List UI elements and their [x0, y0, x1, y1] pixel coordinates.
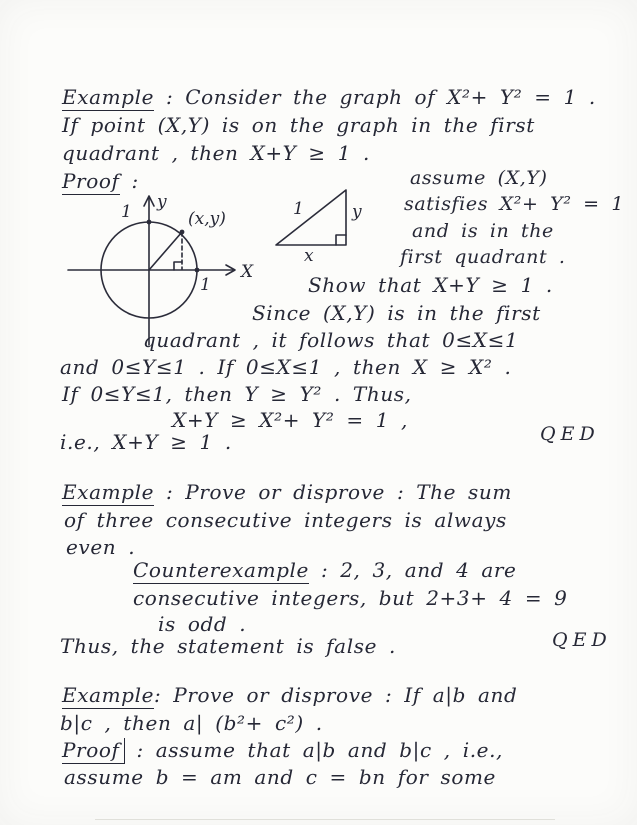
example1-title-rest: : Consider the graph of X²+ Y² = 1 .	[154, 85, 596, 109]
example1-proof-keyword: Proof	[62, 169, 120, 193]
example2-title-keyword: Example	[62, 480, 155, 504]
example3-title-keyword: Example	[62, 683, 155, 707]
example1-proof-colon: :	[119, 169, 139, 193]
example3-line2: b|c , then a| (b²+ c²) .	[60, 711, 323, 735]
radius-line	[149, 232, 182, 270]
example1-line3: quadrant , then X+Y ≥ 1 .	[62, 141, 370, 165]
example3-proof-line	[62, 739, 503, 761]
example1-qed: QED	[540, 423, 600, 445]
top-intercept-point	[147, 220, 152, 225]
example3-line4: assume b = am and c = bn for some	[64, 765, 496, 789]
y-axis-label: y	[157, 192, 167, 212]
example1-since-line2: quadrant , it follows that 0≤X≤1	[143, 328, 519, 352]
example2-counterexample-keyword: Counterexample	[133, 558, 309, 582]
example1-since-line4: If 0≤Y≤1, then Y ≥ Y² . Thus,	[62, 382, 412, 406]
example1-title-keyword: Example	[62, 85, 155, 109]
right-angle-marker	[174, 262, 182, 270]
example2-counterexample-rest: : 2, 3, and 4 are	[308, 558, 517, 582]
triangle-right-angle-marker	[336, 235, 346, 245]
example1-equation1: X+Y ≥ X²+ Y² = 1 ,	[172, 408, 408, 432]
example3-proof-keyword: Proof	[62, 738, 125, 764]
example3-proof-rest: : assume that a|b and b|c , i.e.,	[124, 738, 504, 762]
example1-aside2: satisfies X²+ Y² = 1	[404, 193, 625, 215]
example1-aside3: and is in the	[412, 220, 554, 242]
x-axis-label: X	[241, 262, 254, 282]
example1-since-line1: Since (X,Y) is in the first	[252, 301, 541, 325]
example1-equation2: i.e., X+Y ≥ 1 .	[60, 430, 232, 454]
example1-aside4: first quadrant .	[400, 246, 566, 268]
example2-title	[62, 481, 512, 503]
example2-counterexample-line2: consecutive integers, but 2+3+ 4 = 9	[133, 586, 568, 610]
xy-point-label: (x,y)	[188, 209, 226, 229]
right-triangle-diagram	[268, 183, 378, 273]
right-intercept-point	[195, 268, 200, 273]
example2-qed: QED	[552, 629, 612, 651]
example1-show-line: Show that X+Y ≥ 1 .	[308, 273, 553, 297]
scan-edge-shadow	[95, 819, 555, 821]
one-top-label: 1	[121, 202, 132, 222]
example2-counterexample-line3: is odd .	[158, 612, 247, 636]
example1-line2: If point (X,Y) is on the graph in the first	[62, 113, 535, 137]
example1-since-line3: and 0≤Y≤1 . If 0≤X≤1 , then X ≥ X² .	[60, 355, 512, 379]
hypotenuse-label: 1	[293, 199, 304, 219]
example2-title-rest: : Prove or disprove : The sum	[154, 480, 512, 504]
example2-line2: of three consecutive integers is always	[64, 508, 507, 532]
example1-aside1: assume (X,Y)	[410, 167, 548, 189]
example3-title	[62, 684, 517, 706]
one-right-label: 1	[200, 275, 211, 295]
xy-point	[180, 230, 185, 235]
example3-title-rest: : Prove or disprove : If a|b and	[154, 683, 518, 707]
example2-conclusion: Thus, the statement is false .	[60, 634, 396, 658]
example2-line3: even .	[66, 535, 136, 559]
vertical-leg-label: y	[352, 202, 362, 222]
example2-counterexample-line1	[133, 559, 516, 581]
example1-title	[62, 86, 596, 108]
horizontal-leg-label: x	[304, 246, 314, 266]
